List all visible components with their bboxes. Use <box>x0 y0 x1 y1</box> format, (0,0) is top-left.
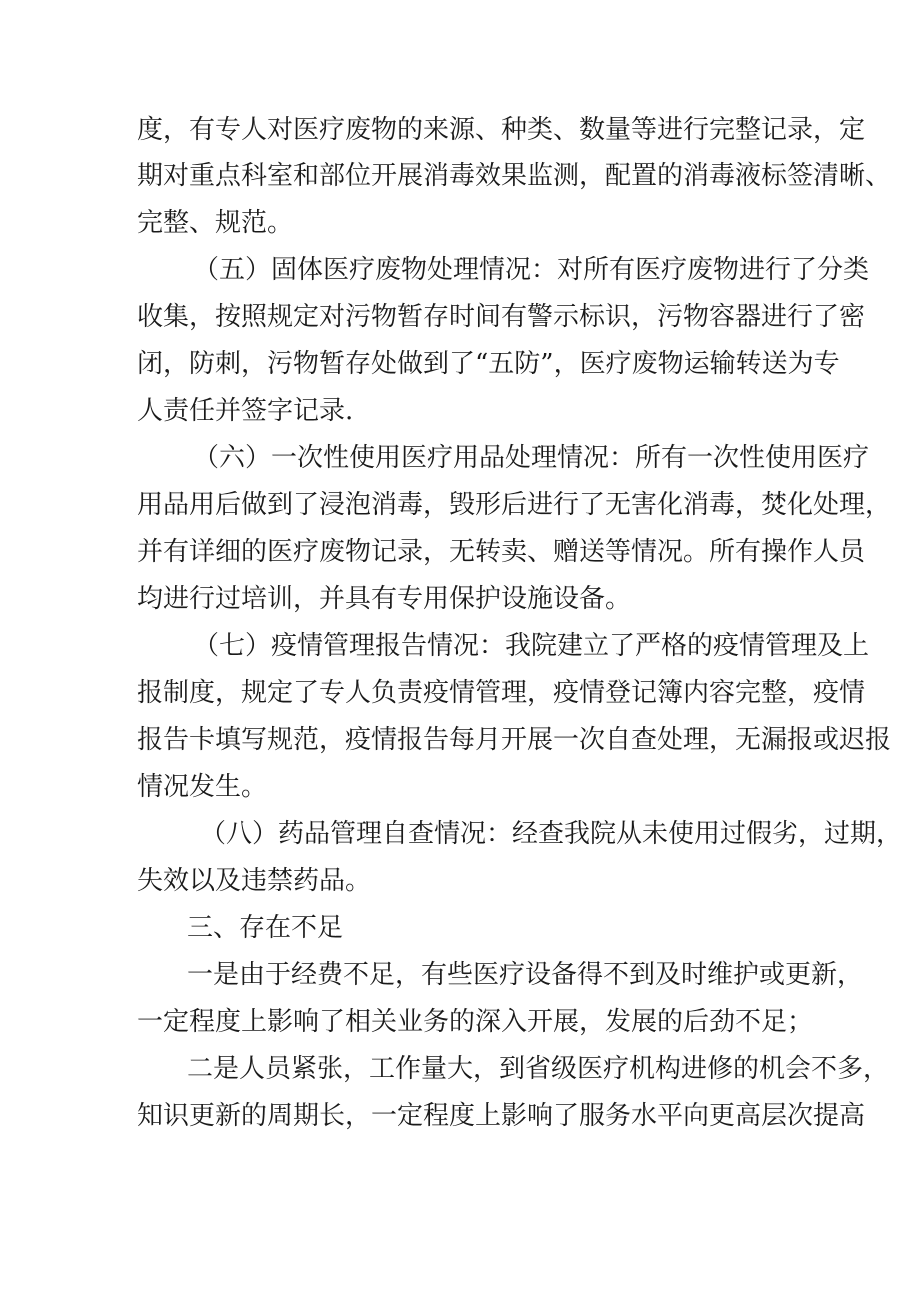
text-line: 完整、规范。 <box>137 208 294 238</box>
text-line: 失效以及违禁药品。 <box>137 866 372 896</box>
text-line: 度，有专人对医疗废物的来源、种类、数量等进行完整记录，定 <box>137 115 866 145</box>
text-line: 报告卡填写规范，疫情报告每月开展一次自查处理，无漏报或迟报 <box>137 725 892 755</box>
text-line: 人责任并签字记录. <box>137 396 354 426</box>
text-line: 知识更新的周期长，一定程度上影响了服务水平向更高层次提高 <box>137 1101 866 1131</box>
text-line: 报制度，规定了专人负责疫情管理，疫情登记簿内容完整，疫情 <box>137 678 866 708</box>
text-line: 闭，防刺，污物暂存处做到了“五防”，医疗废物运输转送为专 <box>137 349 840 379</box>
text-line: 用品用后做到了浸泡消毒，毁形后进行了无害化消毒，焚化处理， <box>137 490 892 520</box>
text-line: （七）疫情管理报告情况：我院建立了严格的疫情管理及上 <box>193 631 870 661</box>
text-line: （五）固体医疗废物处理情况：对所有医疗废物进行了分类 <box>193 255 870 285</box>
text-line: 均进行过培训，并具有专用保护设施设备。 <box>137 584 632 614</box>
text-line: 并有详细的医疗废物记录，无转卖、赠送等情况。所有操作人员 <box>137 537 866 567</box>
text-line: 期对重点科室和部位开展消毒效果监测，配置的消毒液标签清晰、 <box>137 161 892 191</box>
text-line: 一定程度上影响了相关业务的深入开展，发展的后劲不足； <box>137 1007 814 1037</box>
text-line: 情况发生。 <box>137 772 268 802</box>
text-line: （八）药品管理自查情况：经查我院从未使用过假劣，过期， <box>200 819 903 849</box>
section-heading: 三、存在不足 <box>187 913 344 943</box>
text-line: 二是人员紧张，工作量大，到省级医疗机构进修的机会不多， <box>187 1054 890 1084</box>
text-line: （六）一次性使用医疗用品处理情况：所有一次性使用医疗 <box>193 443 870 473</box>
text-line: 一是由于经费不足，有些医疗设备得不到及时维护或更新， <box>187 960 864 990</box>
text-line: 收集，按照规定对污物暂存时间有警示标识，污物容器进行了密 <box>137 302 866 332</box>
